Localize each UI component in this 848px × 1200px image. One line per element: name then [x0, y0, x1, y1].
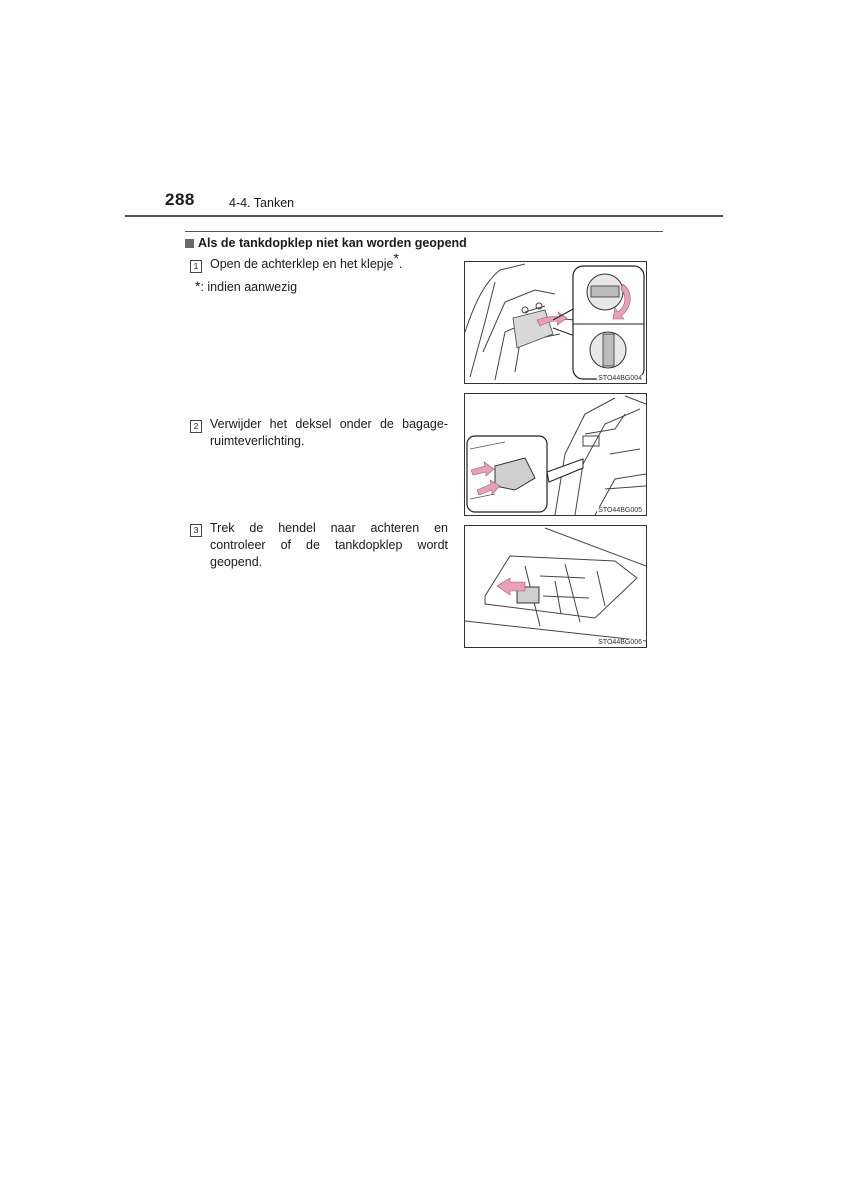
step-1-suffix: .	[398, 257, 403, 271]
square-bullet-icon	[185, 239, 194, 248]
release-lever-illustration	[465, 526, 646, 647]
footnote-text: : indien aanwezig	[200, 280, 298, 294]
footnote-star: *	[195, 278, 201, 294]
step-1-label: Open de achterklep en het klepje	[210, 257, 394, 271]
footnote	[195, 278, 297, 294]
section-title: 4-4. Tanken	[229, 196, 295, 210]
figure-release-lever	[464, 525, 647, 648]
figure-luggage-cover	[464, 393, 647, 516]
heading-divider	[185, 231, 663, 232]
figure-code: STO44BG004	[598, 375, 642, 382]
step-2-text: Verwijder het deksel onder de bagage-ruimteverlichting.	[210, 417, 448, 448]
header-divider	[125, 215, 723, 217]
step-3-text: Trek de hendel naar achteren en controleer of de tankdopklep wordt geopend.	[210, 521, 448, 569]
step-number-1: 1	[190, 260, 202, 273]
figure-code: STO44BG006	[598, 639, 642, 646]
step-number-3: 3	[190, 524, 202, 537]
page-number: 288	[165, 190, 195, 209]
footnote-marker: *	[393, 249, 399, 266]
luggage-cover-illustration	[465, 394, 646, 515]
figure-trunk-knob	[464, 261, 647, 384]
step-1-text	[210, 249, 448, 273]
heading-text: Als de tankdopklep niet kan worden geopend	[198, 236, 467, 250]
step-number-2: 2	[190, 420, 202, 433]
figure-code: STO44BG005	[598, 507, 642, 514]
trunk-knob-illustration	[465, 262, 646, 383]
subsection-heading	[185, 236, 467, 250]
